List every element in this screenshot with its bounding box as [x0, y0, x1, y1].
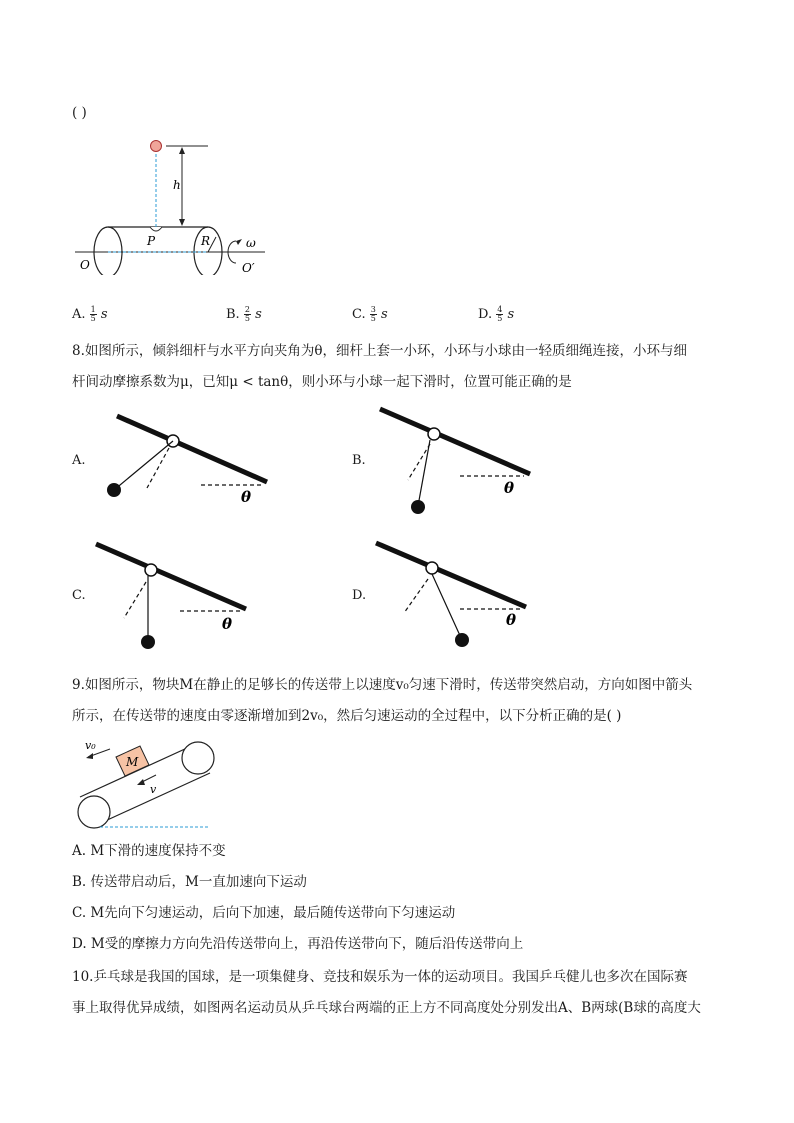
theta-label: θ — [504, 479, 515, 497]
q8-stem-line1: 8.如图所示，倾斜细杆与水平方向夹角为θ，细杆上套一小环，小环与小球由一轻质细绳连接，小环与细 — [72, 343, 688, 359]
r-label: R — [201, 234, 211, 248]
q8-option-a-diagram — [95, 408, 275, 508]
o-label: O — [80, 258, 90, 272]
q7-option-b[interactable]: B. $\frac{2}{5}$ s — [226, 305, 262, 323]
q9-option-c[interactable]: C. M先向下匀速运动，后向下加速，最后随传送带向下匀速运动 — [72, 905, 456, 921]
q7-option-c[interactable]: C. $\frac{3}{5}$ s — [352, 305, 388, 323]
q9-conveyor-diagram — [70, 735, 220, 835]
q7-option-a[interactable]: A. $\frac{1}{5}$ s — [72, 305, 108, 323]
q8-option-b-diagram — [370, 400, 540, 520]
q9-option-d[interactable]: D. M受的摩擦力方向先沿传送带向上，再沿传送带向下，随后沿传送带向上 — [72, 936, 524, 952]
q9-option-a[interactable]: A. M下滑的速度保持不变 — [72, 843, 226, 859]
q8-option-b-label[interactable]: B. — [352, 453, 366, 468]
q8-option-d-diagram — [370, 535, 540, 650]
omega-label: ω — [246, 236, 256, 250]
q10-stem-line2: 事上取得优异成绩，如图两名运动员从乒乓球台两端的正上方不同高度处分别发出A、B两球(B球的高度大 — [72, 1000, 701, 1016]
q9-option-b[interactable]: B. 传送带启动后，M一直加速向下运动 — [72, 874, 307, 890]
oprime-label: O′ — [242, 261, 255, 275]
theta-label: θ — [222, 615, 233, 633]
q10-stem-line1: 10.乒乓球是我国的国球，是一项集健身、竞技和娱乐为一体的运动项目。我国乒乓健儿也多次在国际赛 — [72, 969, 688, 985]
h-label: h — [173, 178, 181, 192]
v-label: v — [150, 783, 157, 796]
v0-label: v₀ — [85, 739, 96, 752]
q8-option-d-label[interactable]: D. — [352, 588, 367, 603]
q8-option-a-label[interactable]: A. — [72, 453, 86, 468]
q9-stem-line2: 所示，在传送带的速度由零逐渐增加到2v₀，然后匀速运动的全过程中，以下分析正确的是( ) — [72, 708, 622, 724]
q8-option-c-diagram — [90, 538, 260, 653]
q7-option-d[interactable]: D. $\frac{4}{5}$ s — [478, 305, 515, 323]
q7-cylinder-diagram — [70, 135, 270, 275]
m-label: M — [126, 755, 139, 769]
q8-stem-line2: 杆间动摩擦系数为μ，已知μ < tanθ，则小环与小球一起下滑时，位置可能正确的是 — [72, 374, 572, 390]
p-label: P — [147, 234, 156, 248]
q9-stem-line1: 9.如图所示，物块M在静止的足够长的传送带上以速度v₀匀速下滑时，传送带突然启动，方向如图中箭头 — [72, 677, 693, 693]
q7-answer-paren: ( ) — [72, 105, 87, 121]
theta-label: θ — [506, 611, 517, 629]
theta-label: θ — [241, 488, 252, 506]
q8-option-c-label[interactable]: C. — [72, 588, 86, 603]
